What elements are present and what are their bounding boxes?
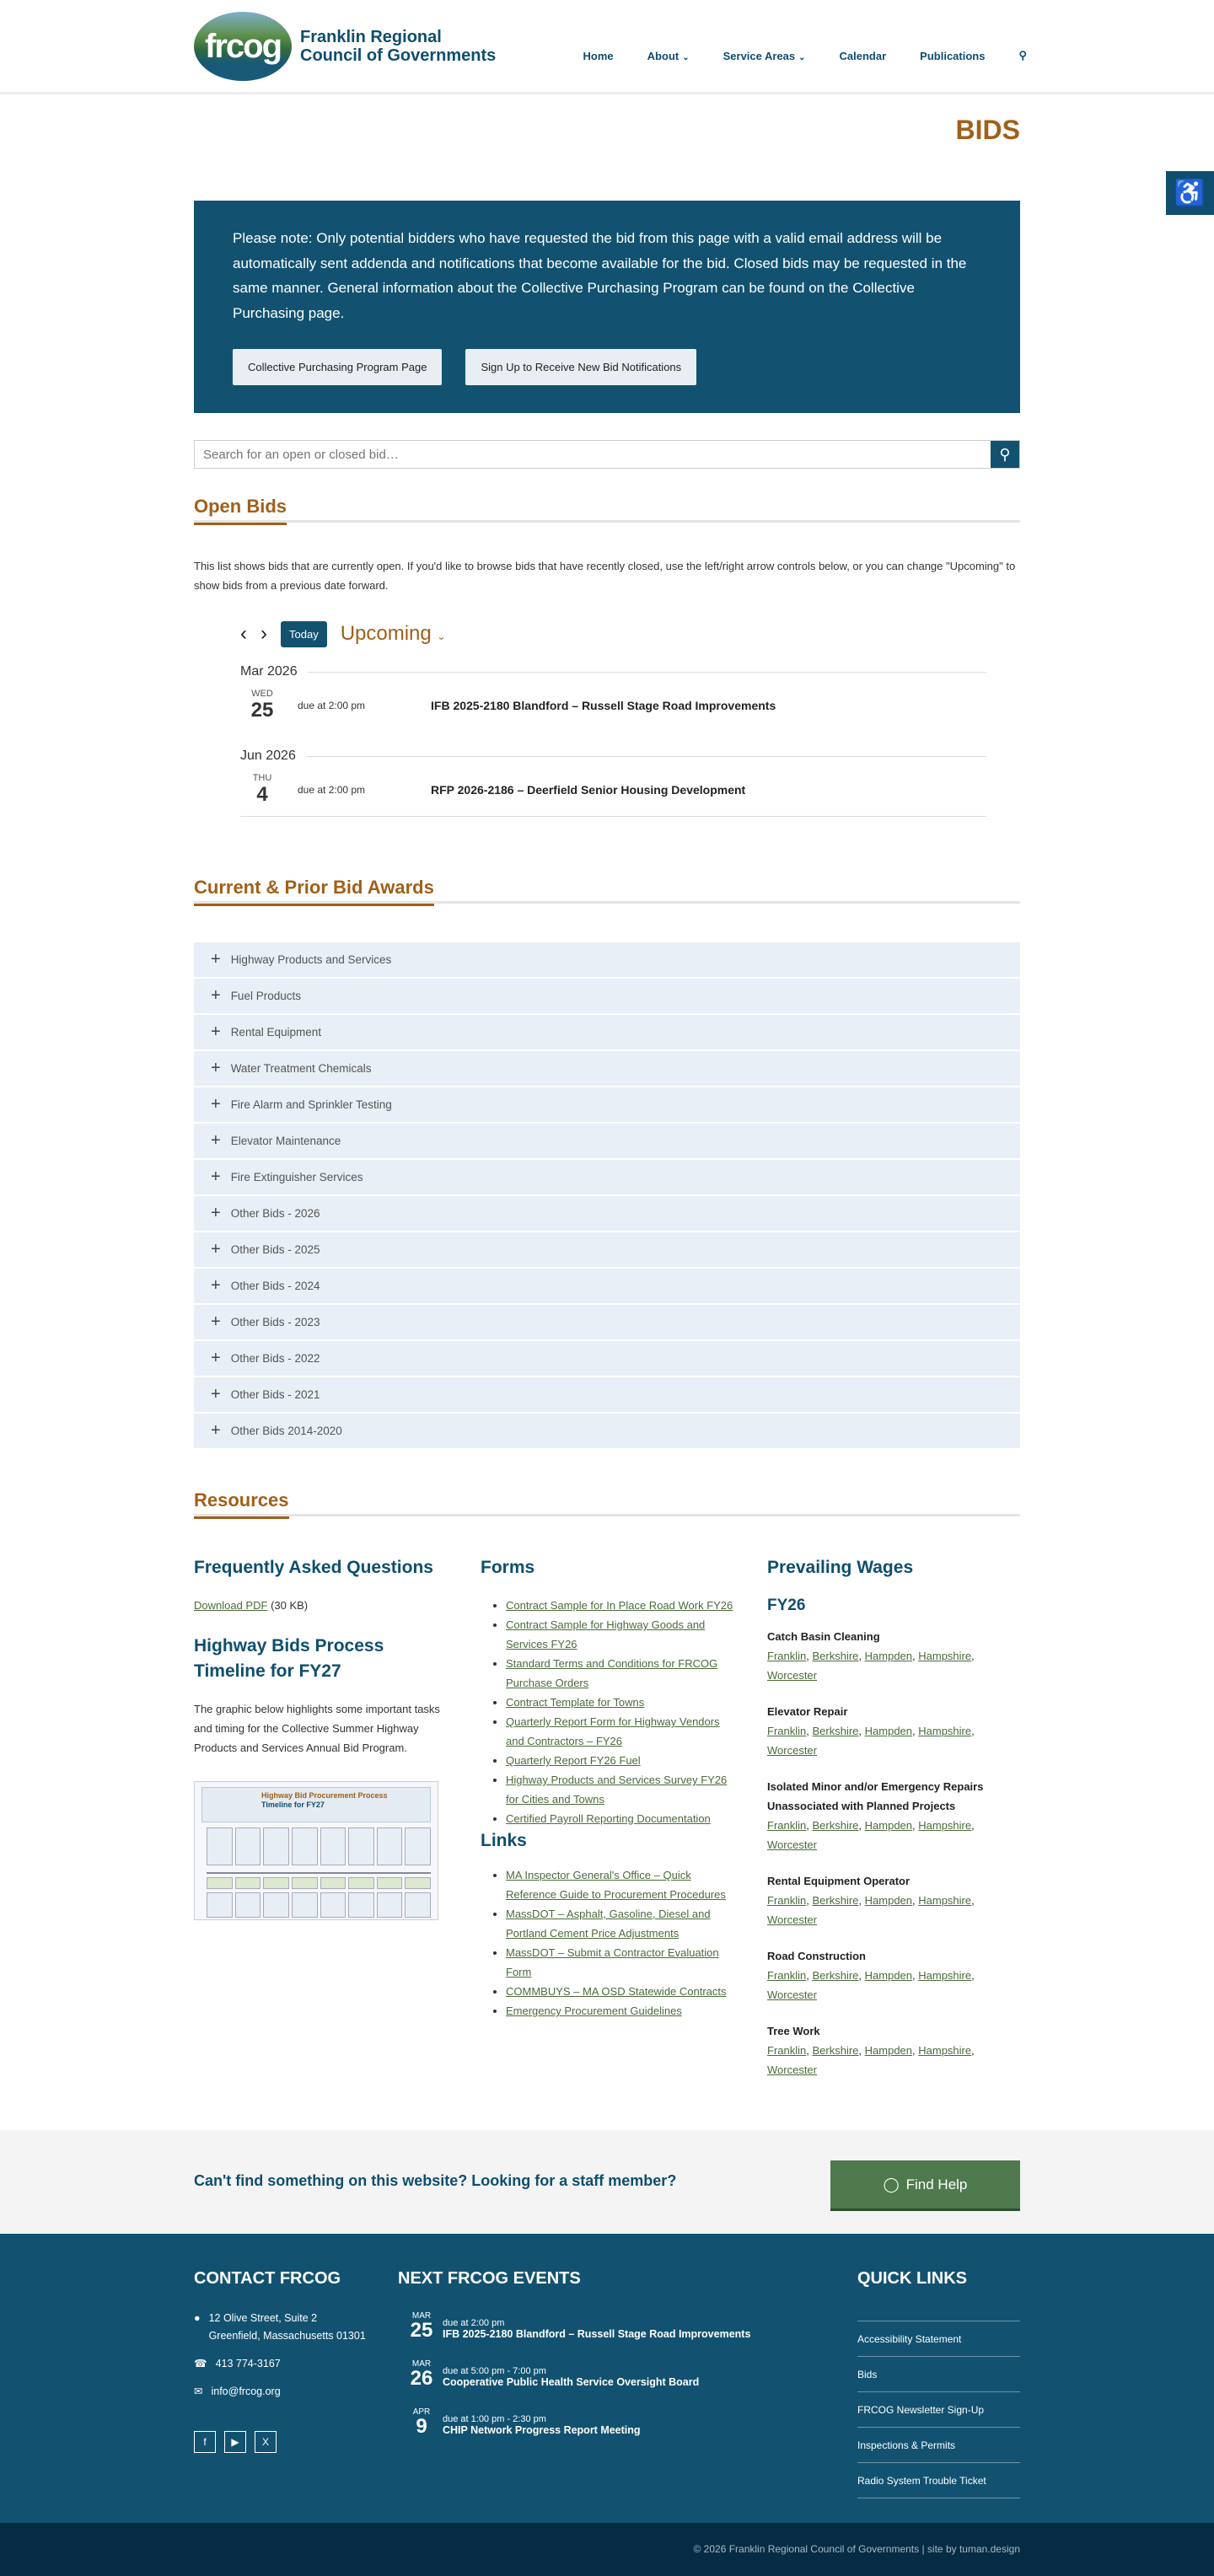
- event-title-link[interactable]: Cooperative Public Health Service Oversight Board: [443, 2376, 700, 2388]
- links-list: [481, 1865, 733, 2021]
- map-pin-icon: ●: [194, 2312, 201, 2324]
- plus-icon: +: [211, 1276, 221, 1295]
- search-icon[interactable]: ⚲: [1018, 49, 1027, 62]
- section-title: Open Bids: [194, 496, 287, 525]
- wages-column: [767, 1555, 1020, 2080]
- resources-columns: [194, 1555, 1020, 2080]
- site-logo[interactable]: [194, 12, 496, 81]
- county-link[interactable]: Berkshire: [812, 1819, 859, 1832]
- accordion-label: Highway Products and Services: [230, 953, 392, 966]
- accessibility-icon[interactable]: ♿: [1166, 171, 1214, 215]
- event-weekday: WED: [251, 689, 273, 699]
- county-link[interactable]: Worcester: [767, 1669, 817, 1682]
- notice-text: Please note: Only potential bidders who have requested the bid from this page with a valid email address will be automatically sent addenda and notifications that become available for the bid. Closed bids may be requested in the same manner. General information about the Collective Purchasing Program can be found on the Collective Purchasing page.: [233, 230, 967, 321]
- event-day: 25: [250, 699, 274, 722]
- county-link[interactable]: Franklin: [767, 1725, 807, 1737]
- resources-heading: [194, 1489, 1020, 1516]
- county-links: Franklin, Berkshire, Hampden, Hampshire, Worcester: [767, 1969, 975, 2001]
- plus-icon: +: [211, 986, 221, 1005]
- county-link[interactable]: Hampshire: [918, 2044, 972, 2057]
- event-title-link[interactable]: RFP 2026-2186 – Deerfield Senior Housing Development: [431, 783, 746, 797]
- links-link[interactable]: MassDOT – Submit a Contractor Evaluation Form: [506, 1946, 719, 1978]
- org-name-line2: Council of Governments: [300, 46, 497, 65]
- lifebuoy-icon: ◯: [883, 2176, 900, 2192]
- county-link[interactable]: Franklin: [767, 2044, 807, 2057]
- faq-heading: Frequently Asked Questions: [194, 1558, 433, 1577]
- event-month: MAR: [411, 2359, 432, 2369]
- accordion-item[interactable]: [194, 942, 1020, 977]
- phone-icon: ☎: [194, 2358, 207, 2369]
- collective-purchasing-button[interactable]: Collective Purchasing Program Page: [233, 349, 442, 385]
- accordion-item[interactable]: [194, 1124, 1020, 1158]
- section-title: Resources: [194, 1489, 289, 1519]
- divider-line: [306, 756, 986, 757]
- faq-column: [194, 1555, 447, 2080]
- site-footer: [0, 2234, 1214, 2523]
- accordion-item[interactable]: [194, 1305, 1020, 1339]
- forms-link[interactable]: Certified Payroll Reporting Documentation: [506, 1812, 711, 1825]
- view-select-value: Upcoming: [340, 622, 432, 645]
- event-day: 25: [410, 2319, 433, 2342]
- accordion-item[interactable]: [194, 1160, 1020, 1194]
- event-date: [240, 689, 284, 722]
- copyright: © 2026 Franklin Regional Council of Governments | site by tuman.design: [0, 2523, 1214, 2576]
- plus-icon: +: [211, 950, 221, 969]
- bid-search: [194, 440, 1020, 469]
- graphic-subtitle: Timeline for FY27: [261, 1801, 325, 1809]
- bid-event[interactable]: [240, 679, 986, 732]
- nav-label: Calendar: [839, 49, 887, 62]
- chevron-down-icon: ⌄: [682, 52, 690, 62]
- nav-label: Home: [583, 49, 614, 62]
- event-date: [240, 773, 284, 807]
- county-link[interactable]: Worcester: [767, 1744, 817, 1757]
- contact-heading: CONTACT FRCOG: [194, 2269, 341, 2288]
- accordion-label: Rental Equipment: [230, 1026, 322, 1038]
- notice-box: [194, 201, 1020, 413]
- timeline-text: The graphic below highlights some important tasks and timing for the Collective Summer Highway Products and Services Annual Bid Program.: [194, 1703, 440, 1754]
- county-link[interactable]: Hampden: [864, 1819, 913, 1832]
- links-link[interactable]: MA Inspector General's Office – Quick Reference Guide to Procurement Procedures: [506, 1869, 726, 1901]
- bid-search-input[interactable]: [195, 441, 991, 468]
- accordion-label: Other Bids - 2024: [230, 1280, 320, 1292]
- accordion-item[interactable]: [194, 1341, 1020, 1376]
- county-link[interactable]: Franklin: [767, 1650, 807, 1662]
- nav-item-service-areas[interactable]: [723, 50, 806, 62]
- footer-event[interactable]: [409, 2407, 750, 2437]
- county-link[interactable]: Berkshire: [812, 2044, 859, 2057]
- search-icon: ⚲: [999, 445, 1011, 463]
- links-heading: Links: [481, 1831, 527, 1850]
- links-list-item: [506, 1943, 733, 1982]
- accordion-label: Fire Alarm and Sprinkler Testing: [230, 1098, 392, 1111]
- x-twitter-icon[interactable]: X: [255, 2431, 277, 2453]
- accordion-label: Elevator Maintenance: [230, 1135, 341, 1147]
- forms-list: [481, 1596, 733, 1828]
- county-link[interactable]: Hampden: [864, 1650, 913, 1662]
- plus-icon: +: [211, 1167, 221, 1186]
- event-info: [443, 2311, 750, 2341]
- next-arrow-icon[interactable]: ›: [261, 622, 267, 645]
- event-month: APR: [412, 2407, 431, 2417]
- footer-event[interactable]: [409, 2311, 750, 2341]
- forms-list-item: [506, 1770, 733, 1809]
- chevron-down-icon: ⌄: [798, 52, 806, 62]
- footer-events: [409, 2311, 750, 2455]
- accordion-label: Other Bids 2014-2020: [230, 1425, 342, 1437]
- forms-list-item: [506, 1751, 733, 1770]
- event-date: [409, 2359, 434, 2389]
- county-links: Franklin, Berkshire, Hampden, Hampshire, Worcester: [767, 1894, 975, 1926]
- page-title: BIDS: [955, 115, 1020, 145]
- month-divider: [240, 664, 986, 679]
- bid-notifications-signup-button[interactable]: Sign Up to Receive New Bid Notifications: [465, 349, 696, 385]
- forms-heading: Forms: [481, 1558, 535, 1577]
- open-bids-heading: [194, 496, 1020, 523]
- quick-link[interactable]: FRCOG Newsletter Sign-Up: [857, 2391, 1020, 2427]
- quick-link[interactable]: Bids: [857, 2356, 1020, 2391]
- plus-icon: +: [211, 1421, 221, 1440]
- accordion-item[interactable]: [194, 1232, 1020, 1267]
- forms-list-item: [506, 1596, 733, 1615]
- forms-link[interactable]: Highway Products and Services Survey FY26 for Cities and Towns: [506, 1774, 728, 1806]
- accordion-item[interactable]: [194, 1015, 1020, 1049]
- accordion-item[interactable]: [194, 1087, 1020, 1122]
- county-links: Franklin, Berkshire, Hampden, Hampshire, Worcester: [767, 1725, 975, 1757]
- county-link[interactable]: Hampshire: [918, 1894, 972, 1907]
- county-link[interactable]: Franklin: [767, 1969, 807, 1982]
- accordion-item[interactable]: [194, 1377, 1020, 1412]
- find-help-label: Find Help: [905, 2176, 968, 2192]
- county-link[interactable]: Worcester: [767, 1913, 817, 1926]
- event-title-link[interactable]: IFB 2025-2180 Blandford – Russell Stage Road Improvements: [431, 699, 776, 712]
- address-line1: 12 Olive Street, Suite 2: [208, 2312, 318, 2324]
- forms-list-item: [506, 1809, 733, 1828]
- county-link[interactable]: Worcester: [767, 1988, 817, 2001]
- quick-link[interactable]: Inspections & Permits: [857, 2427, 1020, 2462]
- graphic-title: Highway Bid Procurement Process: [261, 1791, 388, 1800]
- event-info: [443, 2407, 641, 2437]
- plus-icon: +: [211, 1204, 221, 1222]
- county-link[interactable]: Worcester: [767, 1838, 817, 1851]
- county-links: Franklin, Berkshire, Hampden, Hampshire, Worcester: [767, 2044, 975, 2076]
- view-select[interactable]: [341, 622, 446, 646]
- quick-link[interactable]: Accessibility Statement: [857, 2321, 1020, 2356]
- help-question: Can't find something on this website? Looking for a staff member?: [194, 2172, 677, 2189]
- bids-calendar: [240, 620, 986, 817]
- open-bids-intro: This list shows bids that are currently open. If you'd like to browse bids that have recently closed, use the left/right arrow controls below, or you can change "Upcoming" to show bids from a previous date forward.: [194, 560, 1016, 592]
- accordion-label: Other Bids - 2026: [230, 1207, 320, 1220]
- event-info: [443, 2359, 699, 2389]
- address-line2: Greenfield, Massachusetts 01301: [208, 2330, 366, 2342]
- county-link[interactable]: Hampshire: [918, 1725, 972, 1737]
- wages-heading: Prevailing Wages: [767, 1558, 914, 1577]
- event-due-time: due at 2:00 pm: [298, 784, 366, 796]
- timeline-heading: Highway Bids Process Timeline for FY27: [194, 1636, 384, 1681]
- county-link[interactable]: Hampden: [864, 1725, 913, 1737]
- county-link[interactable]: Berkshire: [812, 1969, 859, 1982]
- awards-accordion: [194, 942, 1020, 1450]
- accordion-label: Other Bids - 2022: [230, 1352, 320, 1365]
- forms-link[interactable]: Contract Sample for In Place Road Work FY26: [506, 1599, 733, 1612]
- plus-icon: +: [211, 1385, 221, 1403]
- forms-link[interactable]: Standard Terms and Conditions for FRCOG Purchase Orders: [506, 1657, 718, 1689]
- footer-event[interactable]: [409, 2359, 750, 2389]
- event-day: 4: [256, 783, 268, 806]
- plus-icon: +: [211, 1240, 221, 1258]
- nav-item-calendar[interactable]: [840, 50, 887, 62]
- event-due-time: due at 5:00 pm - 7:00 pm: [443, 2366, 546, 2376]
- org-name-line1: Franklin Regional: [300, 28, 442, 46]
- wage-category: Isolated Minor and/or Emergency Repairs Unassociated with Planned Projects: [767, 1780, 984, 1812]
- month-divider: [240, 749, 986, 764]
- forms-list-item: [506, 1693, 733, 1712]
- accordion-label: Other Bids - 2025: [230, 1243, 320, 1256]
- quick-links: [857, 2321, 1020, 2498]
- logo-mark: frcog: [194, 12, 292, 81]
- today-button[interactable]: Today: [281, 621, 327, 647]
- nav-label: Service Areas: [722, 49, 796, 62]
- nav-item-home[interactable]: [583, 50, 614, 62]
- accordion-label: Other Bids - 2023: [230, 1316, 320, 1328]
- forms-list-item: [506, 1712, 733, 1751]
- county-link[interactable]: Berkshire: [812, 1725, 859, 1737]
- wage-category: Tree Work: [767, 2025, 820, 2037]
- nav-item-about[interactable]: [647, 50, 690, 62]
- accordion-label: Other Bids - 2021: [230, 1388, 320, 1401]
- forms-link[interactable]: Quarterly Report Form for Highway Vendors and Contractors – FY26: [506, 1715, 720, 1747]
- search-button[interactable]: [991, 441, 1019, 468]
- quick-links-heading: QUICK LINKS: [857, 2269, 967, 2288]
- month-label: Jun 2026: [240, 749, 296, 763]
- plus-icon: +: [211, 1312, 221, 1331]
- county-link[interactable]: Hampden: [864, 2044, 913, 2057]
- links-list-item: [506, 1904, 733, 1943]
- county-link[interactable]: Berkshire: [812, 1894, 859, 1907]
- faq-download-link[interactable]: Download PDF: [194, 1599, 268, 1612]
- county-link[interactable]: Hampden: [864, 1969, 913, 1982]
- wage-category: Catch Basin Cleaning: [767, 1630, 880, 1643]
- nav-label: About: [647, 49, 680, 62]
- county-links: Franklin, Berkshire, Hampden, Hampshire, Worcester: [767, 1819, 975, 1851]
- main-nav: [583, 49, 1027, 62]
- accordion-item[interactable]: [194, 1051, 1020, 1086]
- find-help-button[interactable]: [830, 2160, 1020, 2211]
- bid-event[interactable]: [240, 764, 986, 816]
- wage-category: Rental Equipment Operator: [767, 1875, 910, 1887]
- help-band: [0, 2130, 1214, 2234]
- chevron-down-icon: ⌄: [437, 631, 446, 642]
- links-link[interactable]: COMMBUYS – MA OSD Statewide Contracts: [506, 1985, 727, 1998]
- accordion-item[interactable]: [194, 1196, 1020, 1231]
- youtube-icon[interactable]: ▶: [224, 2431, 246, 2453]
- plus-icon: +: [211, 1059, 221, 1077]
- facebook-icon[interactable]: f: [194, 2431, 216, 2453]
- event-weekday: THU: [252, 773, 272, 783]
- plus-icon: +: [211, 1022, 221, 1041]
- county-link[interactable]: Hampden: [864, 1894, 913, 1907]
- email-link[interactable]: info@frcog.org: [211, 2385, 281, 2397]
- county-link[interactable]: Hampshire: [918, 1650, 972, 1662]
- month-label: Mar 2026: [240, 664, 298, 679]
- divider-line: [308, 672, 986, 673]
- links-list-item: [506, 1865, 733, 1904]
- links-list-item: [506, 2001, 733, 2021]
- accordion-label: Fire Extinguisher Services: [230, 1171, 363, 1183]
- links-link[interactable]: Emergency Procurement Guidelines: [506, 2004, 682, 2017]
- links-link[interactable]: MassDOT – Asphalt, Gasoline, Diesel and Portland Cement Price Adjustments: [506, 1908, 711, 1940]
- event-due-time: due at 1:00 pm - 2:30 pm: [443, 2414, 546, 2424]
- county-link[interactable]: Franklin: [767, 1894, 807, 1907]
- forms-link[interactable]: Contract Template for Towns: [506, 1696, 645, 1709]
- county-link[interactable]: Hampshire: [918, 1819, 972, 1832]
- accordion-item[interactable]: [194, 1269, 1020, 1303]
- wage-category: Elevator Repair: [767, 1705, 848, 1718]
- nav-label: Publications: [920, 49, 986, 62]
- timeline-graphic[interactable]: [194, 1781, 438, 1920]
- previous-arrow-icon[interactable]: ‹: [240, 622, 247, 645]
- county-link[interactable]: Berkshire: [812, 1650, 859, 1662]
- event-title-link[interactable]: CHIP Network Progress Report Meeting: [443, 2424, 641, 2436]
- event-title-link[interactable]: IFB 2025-2180 Blandford – Russell Stage Road Improvements: [443, 2328, 751, 2340]
- wage-category: Road Construction: [767, 1950, 866, 1962]
- nav-item-publications[interactable]: [920, 50, 985, 62]
- forms-list-item: [506, 1615, 733, 1654]
- accordion-item[interactable]: [194, 979, 1020, 1013]
- county-link[interactable]: Hampshire: [918, 1969, 972, 1982]
- plus-icon: +: [211, 1131, 221, 1150]
- site-header: [0, 0, 1214, 94]
- event-due-time: due at 2:00 pm: [443, 2318, 505, 2328]
- section-title: Current & Prior Bid Awards: [194, 877, 434, 906]
- awards-heading: [194, 877, 1020, 904]
- links-list-item: [506, 1982, 733, 2001]
- wages-year: FY26: [767, 1597, 806, 1614]
- plus-icon: +: [211, 1349, 221, 1367]
- forms-link[interactable]: Contract Sample for Highway Goods and Services FY26: [506, 1618, 706, 1650]
- forms-list-item: [506, 1654, 733, 1693]
- events-heading: NEXT FRCOG EVENTS: [398, 2269, 581, 2288]
- plus-icon: +: [211, 1095, 221, 1114]
- file-size: (30 KB): [271, 1599, 309, 1612]
- email-icon: ✉: [194, 2385, 203, 2397]
- county-link[interactable]: Worcester: [767, 2063, 817, 2076]
- event-due-time: due at 2:00 pm: [298, 700, 366, 711]
- event-month: MAR: [411, 2311, 432, 2321]
- event-day: 26: [410, 2367, 433, 2390]
- forms-link[interactable]: Quarterly Report FY26 Fuel: [506, 1754, 641, 1767]
- event-date: [409, 2311, 434, 2341]
- accordion-label: Water Treatment Chemicals: [230, 1062, 372, 1075]
- accordion-label: Fuel Products: [230, 990, 301, 1002]
- event-date: [409, 2407, 434, 2437]
- event-day: 9: [416, 2415, 427, 2438]
- county-links: Franklin, Berkshire, Hampden, Hampshire, Worcester: [767, 1650, 975, 1682]
- phone-number[interactable]: 413 774-3167: [215, 2358, 281, 2369]
- county-link[interactable]: Franklin: [767, 1819, 807, 1832]
- accordion-item[interactable]: [194, 1414, 1020, 1448]
- quick-link[interactable]: Radio System Trouble Ticket: [857, 2462, 1020, 2498]
- forms-column: [481, 1555, 733, 2080]
